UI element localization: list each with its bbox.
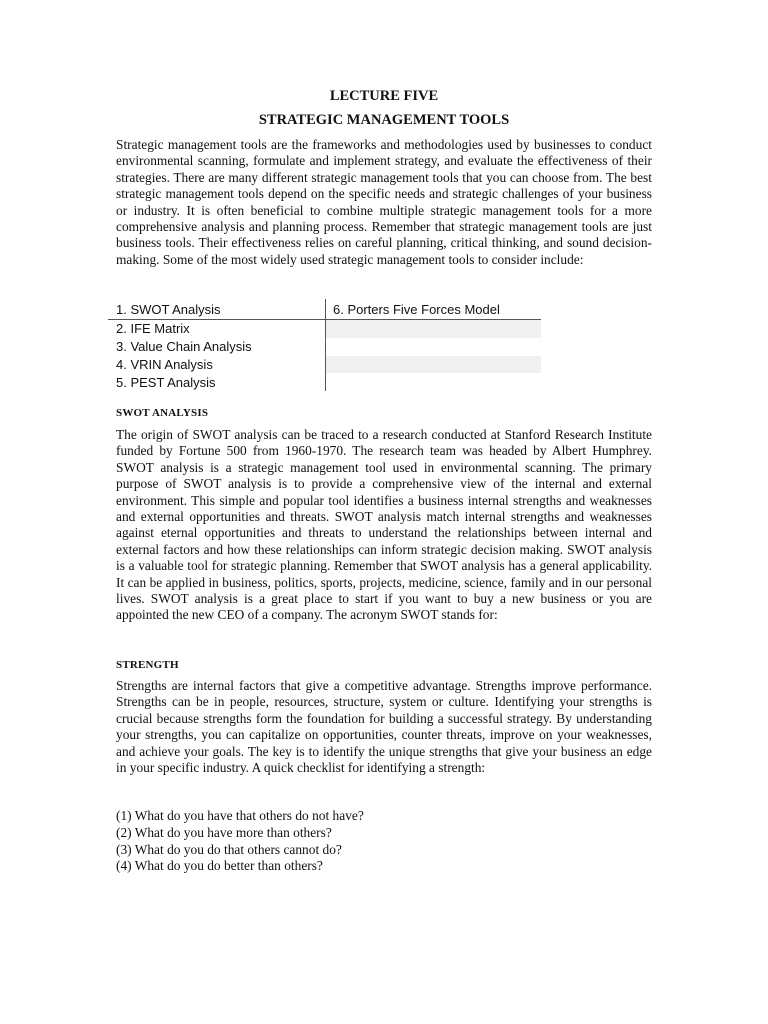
list-item: (4) What do you do better than others? bbox=[116, 858, 323, 874]
table-row bbox=[108, 299, 541, 320]
lecture-title: LECTURE FIVE bbox=[329, 88, 439, 104]
strength-section-title: STRENGTH bbox=[116, 659, 179, 671]
table-row bbox=[108, 373, 541, 391]
table-cell: 5. PEST Analysis bbox=[108, 373, 326, 391]
swot-paragraph: The origin of SWOT analysis can be traced to a research conducted at Stanford Research Institute funded by Fortune 500 from 1960-1970. The research team was headed by Albert Humphrey. SWOT analysis is a strategic management tool used in environmental scanning. The primary purpose of SWOT analysis is to provide a comprehensive view of the internal and external environment. This simple and popular tool identifies a business internal strengths and weaknesses and external opportunities and threats. SWOT analysis match internal strengths and weaknesses against eternal opportunities and threats to understand the relationships between internal and external factors and how these relationships can inform strategic decision making. SWOT analysis is a valuable tool for strategic planning. Remember that SWOT analysis has a general applicability. It can be applied in business, politics, sports, projects, medicine, science, family and in our personal lives. SWOT analysis is a great place to start if you want to buy a new business or you are appointed the new CEO of a company. The acronym SWOT stands for: bbox=[116, 427, 652, 623]
table-cell bbox=[326, 373, 542, 391]
table-cell bbox=[326, 320, 542, 338]
table-cell bbox=[326, 356, 542, 374]
table-cell: 6. Porters Five Forces Model bbox=[326, 299, 542, 320]
strength-paragraph: Strengths are internal factors that give a competitive advantage. Strengths improve performance. Strengths can be in people, resources, structure, system or culture. Identifying your strengths is crucial because strengths form the foundation for building a successful strategy. By understanding your strengths, you can capitalize on opportunities, counter threats, improve on your weaknesses, and achieve your goals. The key is to identify the unique strengths that give your business an edge in your specific industry. A quick checklist for identifying a strength: bbox=[116, 678, 652, 776]
topic-title: STRATEGIC MANAGEMENT TOOLS bbox=[258, 112, 510, 128]
list-item: (2) What do you have more than others? bbox=[116, 824, 332, 840]
table-cell bbox=[326, 338, 542, 356]
table-cell: 3. Value Chain Analysis bbox=[108, 338, 326, 356]
intro-paragraph: Strategic management tools are the frameworks and methodologies used by businesses to conduct environmental scanning, formulate and implement strategy, and evaluate the effectiveness of their strategies. There are many different strategic management tools that you can choose from. The best strategic management tools depend on the specific needs and strategic challenges of your business or industry. It is often beneficial to combine multiple strategic management tools for a more comprehensive analysis and planning process. Remember that strategic management tools are just business tools. Their effectiveness relies on careful planning, critical thinking, and sound decision-making. Some of the most widely used strategic management tools to consider include: bbox=[116, 137, 652, 267]
swot-section-title: SWOT ANALYSIS bbox=[116, 407, 209, 419]
tools-table bbox=[108, 299, 541, 391]
list-item: (1) What do you have that others do not have? bbox=[116, 808, 364, 823]
table-cell: 4. VRIN Analysis bbox=[108, 356, 326, 374]
table-cell: 2. IFE Matrix bbox=[108, 320, 326, 338]
strength-checklist bbox=[116, 808, 364, 875]
table-row bbox=[108, 320, 541, 338]
list-item: (3) What do you do that others cannot do? bbox=[116, 841, 342, 857]
table-cell: 1. SWOT Analysis bbox=[108, 299, 326, 320]
table-row bbox=[108, 338, 541, 356]
table-row bbox=[108, 356, 541, 374]
